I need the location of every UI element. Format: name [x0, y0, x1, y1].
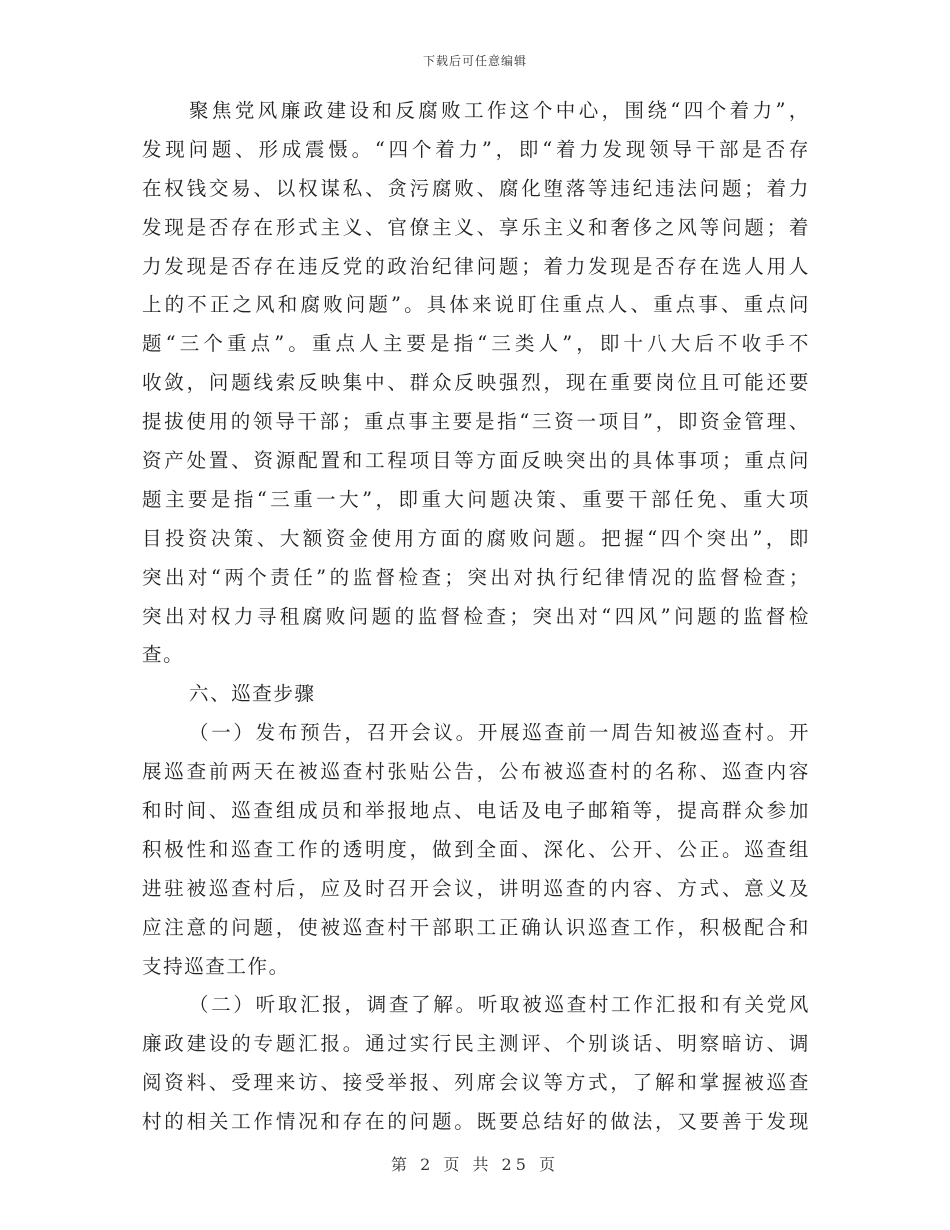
text-line: 题主要是指“三重一大”，即重大问题决策、重要干部任免、重大项 [142, 487, 810, 511]
text-line: 聚焦党风廉政建设和反腐败工作这个中心，围绕“四个着力”， [189, 99, 810, 122]
text-line: 提拔使用的领导干部；重点事主要是指“三资一项目”，即资金管理、 [142, 410, 810, 434]
text-line: 目投资决策、大额资金使用方面的腐败问题。把握“四个突出”，即 [142, 526, 810, 550]
text-line: 村的相关工作情况和存在的问题。既要总结好的做法，又要善于发现 [142, 1110, 810, 1134]
text-line: 阅资料、受理来访、接受举报、列席会议等方式，了解和掌握被巡查 [142, 1071, 810, 1095]
text-line: 支持巡查工作。 [142, 954, 290, 978]
text-line: （一）发布预告，召开会议。开展巡查前一周告知被巡查村。开 [189, 721, 810, 745]
text-line: 上的不正之风和腐败问题”。具体来说盯住重点人、重点事、重点问 [142, 293, 810, 317]
page-header: 下载后可任意编辑 [422, 54, 527, 68]
text-line: 查。 [142, 643, 185, 667]
text-line: 积极性和巡查工作的透明度，做到全面、深化、公开、公正。巡查组 [142, 837, 810, 861]
text-line: 发现是否存在形式主义、官僚主义、享乐主义和奢侈之风等问题；着 [142, 215, 810, 239]
text-line: （二）听取汇报，调查了解。听取被巡查村工作汇报和有关党风 [189, 993, 810, 1017]
text-line: 题“三个重点”。重点人主要是指“三类人”，即十八大后不收手不 [142, 332, 810, 356]
text-line: 六、巡查步骤 [189, 682, 316, 706]
text-line: 进驻被巡查村后，应及时召开会议，讲明巡查的内容、方式、意义及 [142, 876, 810, 900]
text-line: 力发现是否存在违反党的政治纪律问题；着力发现是否存在选人用人 [142, 254, 810, 278]
text-line: 突出对权力寻租腐败问题的监督检查；突出对“四风”问题的监督检 [142, 604, 810, 628]
document-body [142, 92, 810, 1142]
text-line: 和时间、巡查组成员和举报地点、电话及电子邮箱等，提高群众参加 [142, 799, 810, 823]
text-line: 应注意的问题，使被巡查村干部职工正确认识巡查工作，积极配合和 [142, 915, 810, 939]
text-line: 发现问题、形成震慑。“四个着力”，即“着力发现领导干部是否存 [142, 137, 810, 161]
text-line: 资产处置、资源配置和工程项目等方面反映突出的具体事项；重点问 [142, 449, 810, 473]
text-line: 廉政建设的专题汇报。通过实行民主测评、个别谈话、明察暗访、调 [142, 1032, 810, 1056]
page-number-footer: 第 2 页 共 25 页 [391, 1155, 559, 1174]
text-line: 在权钱交易、以权谋私、贪污腐败、腐化堕落等违纪违法问题；着力 [142, 176, 810, 200]
text-line: 突出对“两个责任”的监督检查；突出对执行纪律情况的监督检查； [142, 565, 810, 589]
text-line: 收敛，问题线索反映集中、群众反映强烈，现在重要岗位且可能还要 [142, 371, 810, 395]
text-line: 展巡查前两天在被巡查村张贴公告，公布被巡查村的名称、巡查内容 [142, 760, 810, 784]
